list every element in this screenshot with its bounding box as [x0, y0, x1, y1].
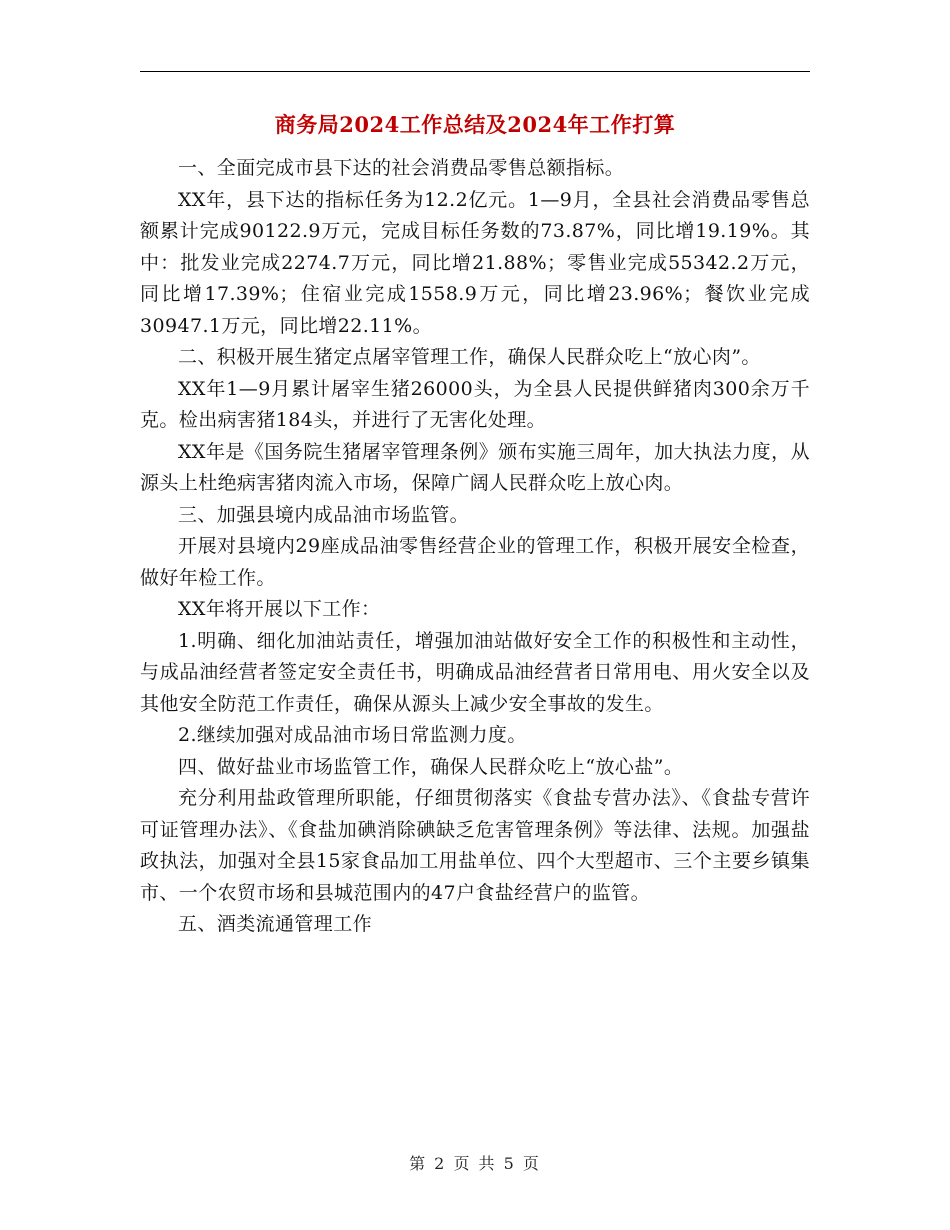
- paragraph-slaughter-stats: XX年1—9月累计屠宰生猪26000头，为全县人民提供鲜猪肉300余万千克。检出病害猪184头，并进行了无害化处理。: [140, 377, 810, 431]
- paragraph-section-5-heading: 五、酒类流通管理工作: [178, 913, 373, 935]
- paragraph-section-3-heading: 三、加强县境内成品油市场监管。: [178, 503, 470, 526]
- paragraph-section-4-heading: 四、做好盐业市场监管工作，确保人民群众吃上“放心盐”。: [178, 755, 684, 778]
- document-body: [140, 103, 810, 941]
- page-indicator: 第 2 页 共 5 页: [409, 1154, 541, 1173]
- paragraph-retail-sales: XX年，县下达的指标任务为12.2亿元。1—9月，全县社会消费品零售总额累计完成90122.9万元，完成目标任务数的73.87%，同比增19.19%。其中：批发业完成2274.7万元，同比增21.88%；零售业完成55342.2万元，同比增17.39%；住宿业完成1558.9万元，同比增23.96%；餐饮业完成30947.1万元，同比增22.11%。: [140, 188, 810, 337]
- paragraph-next-year-intro: XX年将开展以下工作：: [178, 598, 381, 620]
- paragraph-slaughter-regulation: XX年是《国务院生猪屠宰管理条例》颁布实施三周年，加大执法力度，从源头上杜绝病害猪肉流入市场，保障广阔人民群众吃上放心肉。: [140, 440, 810, 494]
- paragraph-salt-regulation: 充分利用盐政管理所职能，仔细贯彻落实《食盐专营办法》、《食盐专营许可证管理办法》、《食盐加碘消除碘缺乏危害管理条例》等法律、法规。加强盐政执法，加强对全县15家食品加工用盐单位、四个大型超市、三个主要乡镇集市、一个农贸市场和县城范围内的47户食盐经营户的监管。: [140, 787, 810, 904]
- document-title: 商务局2024工作总结及2024年工作打算: [274, 112, 676, 137]
- header-rule: [140, 71, 810, 72]
- paragraph-oil-stations: 开展对县境内29座成品油零售经营企业的管理工作，积极开展安全检查，做好年检工作。: [140, 535, 810, 589]
- paragraph-item-1: 1.明确、细化加油站责任，增强加油站做好安全工作的积极性和主动性，与成品油经营者签定安全责任书，明确成品油经营者日常用电、用火安全以及其他安全防范工作责任，确保从源头上减少安全事故的发生。: [140, 629, 810, 715]
- paragraph-item-2: 2.继续加强对成品油市场日常监测力度。: [178, 724, 527, 746]
- paragraph-section-1-heading: 一、全面完成市县下达的社会消费品零售总额指标。: [178, 157, 625, 179]
- paragraph-section-2-heading: 二、积极开展生猪定点屠宰管理工作，确保人民群众吃上“放心肉”。: [178, 346, 761, 368]
